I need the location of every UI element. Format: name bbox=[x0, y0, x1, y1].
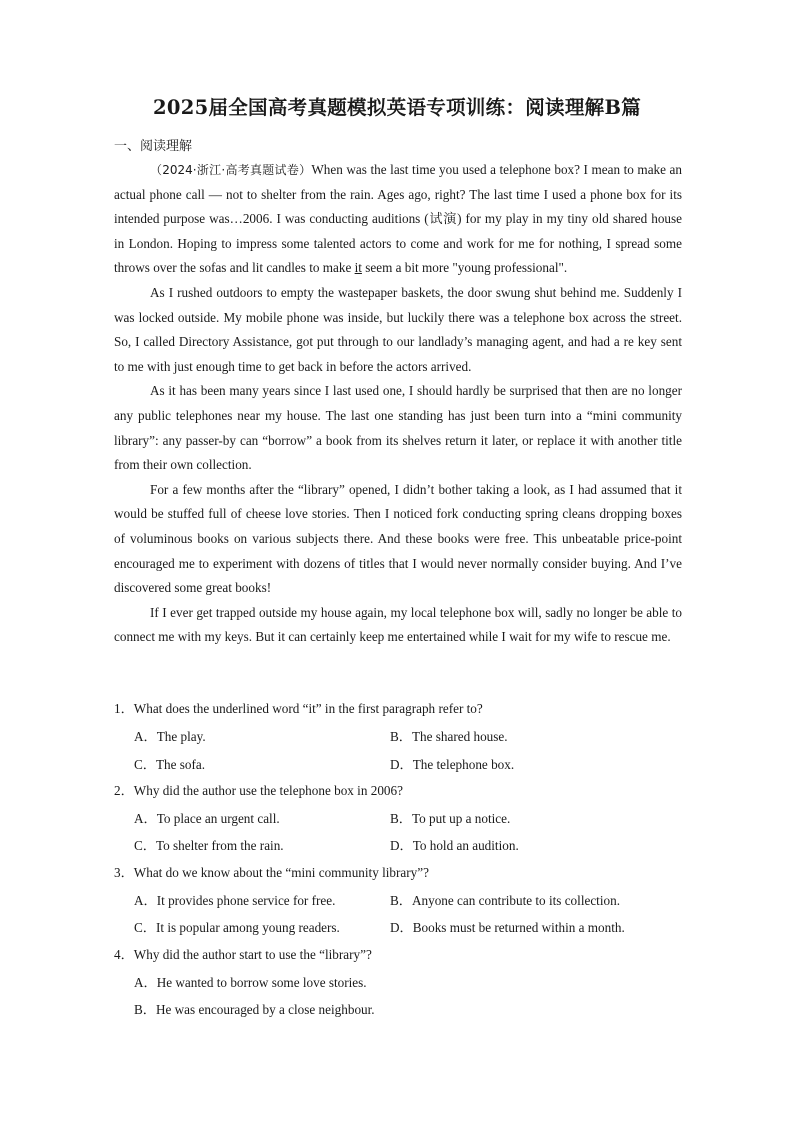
option-letter: B． bbox=[134, 1002, 156, 1017]
option-2b[interactable] bbox=[390, 808, 510, 827]
option-letter: B． bbox=[390, 729, 412, 744]
option-text: He was encouraged by a close neighbour. bbox=[155, 1002, 375, 1017]
option-letter: C． bbox=[134, 920, 156, 935]
question-4 bbox=[114, 944, 372, 963]
option-letter: A． bbox=[134, 893, 157, 908]
question-text: Why did the author use the telephone box in 2006? bbox=[133, 783, 403, 798]
option-text: The shared house. bbox=[411, 729, 508, 744]
underlined-word: it bbox=[354, 260, 362, 276]
option-letter: A． bbox=[134, 975, 157, 990]
option-letter: D． bbox=[390, 757, 413, 772]
question-2 bbox=[114, 780, 403, 799]
option-2c[interactable] bbox=[134, 835, 284, 854]
option-3c[interactable] bbox=[134, 917, 340, 936]
paragraph-1-text-a: When was the last time you used a telephone box? I mean to make an actual phone call — not to shelter from the rain. Ages ago, right? The last time I used a phone box for its intended purpose was…2006. I was conducting auditions (试演) for my play in my tiny old shared house in London. Hoping to impress some talented actors to come and work for me for nothing, I spread some throws over the sofas and lit candles to make bbox=[114, 162, 683, 276]
paragraph-1 bbox=[114, 158, 682, 281]
option-text: To place an urgent call. bbox=[156, 811, 280, 826]
option-1b[interactable] bbox=[390, 726, 508, 745]
option-letter: A． bbox=[134, 811, 157, 826]
option-1d[interactable] bbox=[390, 754, 514, 773]
passage-source: （2024·浙江·高考真题试卷） bbox=[150, 163, 312, 177]
option-text: The sofa. bbox=[155, 757, 206, 772]
question-text: Why did the author start to use the “library”? bbox=[133, 947, 372, 962]
paragraph-2: As I rushed outdoors to empty the wastepaper baskets, the door swung shut behind me. Suddenly I was locked outside. My mobile phone was inside, but luckily there was a telephone box across the street. So, I called Directory Assistance, got put through to our landlady’s managing agent, and had a re key sent to me with just enough time to get back in before the actors arrived. bbox=[114, 284, 682, 374]
question-number: 1． bbox=[114, 701, 134, 716]
option-text: Anyone can contribute to its collection. bbox=[411, 893, 620, 908]
option-4a[interactable] bbox=[134, 972, 367, 991]
page-title: 2025届全国高考真题模拟英语专项训练：阅读理解B篇 bbox=[152, 96, 642, 119]
option-letter: A． bbox=[134, 729, 157, 744]
option-text: He wanted to borrow some love stories. bbox=[156, 975, 367, 990]
option-3d[interactable] bbox=[390, 917, 625, 936]
option-text: Books must be returned within a month. bbox=[412, 920, 625, 935]
option-letter: C． bbox=[134, 838, 156, 853]
reading-passage bbox=[114, 158, 682, 650]
option-4b[interactable] bbox=[134, 999, 375, 1018]
option-letter: B． bbox=[390, 811, 412, 826]
option-2d[interactable] bbox=[390, 835, 519, 854]
question-number: 3． bbox=[114, 865, 134, 880]
paragraph-5: If I ever get trapped outside my house again, my local telephone box will, sadly no longer be able to connect me with my keys. But it can certainly keep me entertained while I wait for my wife to rescue me. bbox=[114, 604, 682, 645]
question-number: 2． bbox=[114, 783, 134, 798]
option-letter: B． bbox=[390, 893, 412, 908]
option-text: To hold an audition. bbox=[412, 838, 519, 853]
paragraph-1-text-b: seem a bit more "young professional". bbox=[361, 260, 568, 276]
question-number: 4． bbox=[114, 947, 134, 962]
option-text: The play. bbox=[156, 729, 206, 744]
question-1 bbox=[114, 698, 483, 717]
paragraph-4: For a few months after the “library” opened, I didn’t bother taking a look, as I had assumed that it would be stuffed full of cheese love stories. Then I noticed fork conducting spring cleans dropping boxes of voluminous books on various subjects there. And these books were free. This unbeatable price-point encouraged me to experiment with dozens of titles that I would never normally consider buying. And I’ve discovered some great books! bbox=[114, 481, 682, 596]
option-2a[interactable] bbox=[134, 808, 280, 827]
option-text: To shelter from the rain. bbox=[155, 838, 284, 853]
option-text: The telephone box. bbox=[412, 757, 515, 772]
option-letter: D． bbox=[390, 920, 413, 935]
option-3b[interactable] bbox=[390, 890, 620, 909]
question-text: What does the underlined word “it” in the first paragraph refer to? bbox=[133, 701, 483, 716]
option-text: It is popular among young readers. bbox=[155, 920, 340, 935]
option-letter: D． bbox=[390, 838, 413, 853]
option-text: To put up a notice. bbox=[411, 811, 511, 826]
option-1a[interactable] bbox=[134, 726, 206, 745]
question-3 bbox=[114, 862, 429, 881]
option-1c[interactable] bbox=[134, 754, 205, 773]
paragraph-3: As it has been many years since I last used one, I should hardly be surprised that then are no longer any public telephones near my house. The last one standing has just been turn into a “mini community library”: any passer-by can “borrow” a book from its shelves return it later, or replace it with another title from their own collection. bbox=[114, 383, 682, 473]
option-text: It provides phone service for free. bbox=[156, 893, 336, 908]
option-3a[interactable] bbox=[134, 890, 335, 909]
option-letter: C． bbox=[134, 757, 156, 772]
section-heading: 一、阅读理解 bbox=[114, 139, 193, 154]
question-text: What do we know about the “mini community library”? bbox=[133, 865, 429, 880]
